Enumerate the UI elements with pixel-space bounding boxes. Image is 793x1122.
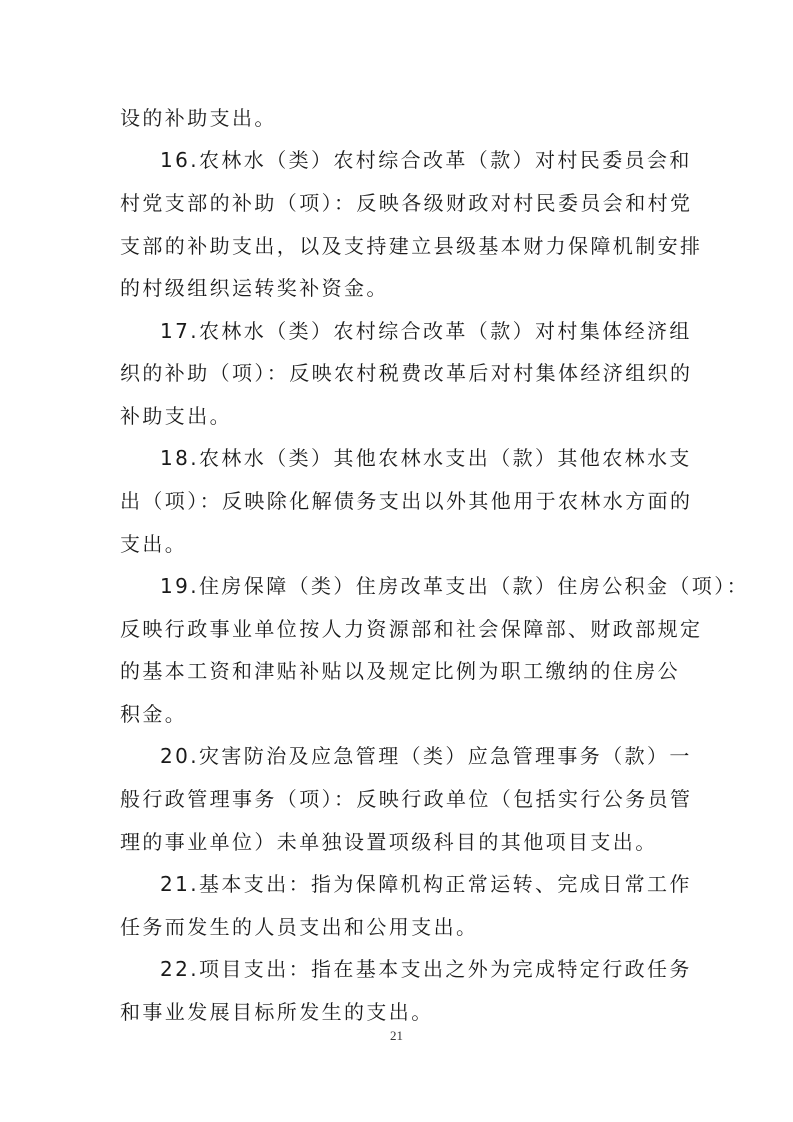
text-line: 村党支部的补助（项）：反映各级财政对村民委员会和村党 — [120, 191, 693, 215]
text-line: 织的补助（项）：反映农村税费改革后对村集体经济组织的 — [120, 361, 693, 385]
text-line: 的村级组织运转奖补资金。 — [120, 276, 389, 300]
item-21-heading: 21.基本支出：指为保障机构正常运转、完成日常工作 — [160, 872, 692, 896]
text-line: 和事业发展目标所发生的支出。 — [120, 1000, 434, 1024]
page-number: 21 — [390, 1028, 403, 1043]
text-line: 支部的补助支出，以及支持建立县级基本财力保障机制安排 — [120, 234, 703, 258]
text-line: 的基本工资和津贴补贴以及规定比例为职工缴纳的住房公 — [120, 659, 680, 683]
text-line: 积金。 — [120, 702, 188, 726]
item-16-heading: 16.农林水（类）农村综合改革（款）对村民委员会和 — [160, 148, 692, 172]
item-18-heading: 18.农林水（类）其他农林水支出（款）其他农林水支 — [160, 446, 692, 470]
text-line: 理的事业单位）未单独设置项级科目的其他项目支出。 — [120, 830, 658, 854]
text-line: 设的补助支出。 — [120, 106, 277, 130]
item-20-heading: 20.灾害防治及应急管理（类）应急管理事务（款）一 — [160, 744, 692, 768]
text-line: 支出。 — [120, 532, 188, 556]
text-line: 般行政管理事务（项）：反映行政单位（包括实行公务员管 — [120, 787, 693, 811]
item-22-heading: 22.项目支出：指在基本支出之外为完成特定行政任务 — [160, 957, 692, 981]
text-line: 任务而发生的人员支出和公用支出。 — [120, 915, 479, 939]
text-line: 出（项）：反映除化解债务支出以外其他用于农林水方面的 — [120, 489, 693, 513]
text-line: 补助支出。 — [120, 404, 232, 428]
text-line: 反映行政事业单位按人力资源部和社会保障部、财政部规定 — [120, 617, 703, 641]
item-17-heading: 17.农林水（类）农村综合改革（款）对村集体经济组 — [160, 319, 692, 343]
item-19-heading: 19.住房保障（类）住房改革支出（款）住房公积金（项）： — [160, 574, 750, 598]
